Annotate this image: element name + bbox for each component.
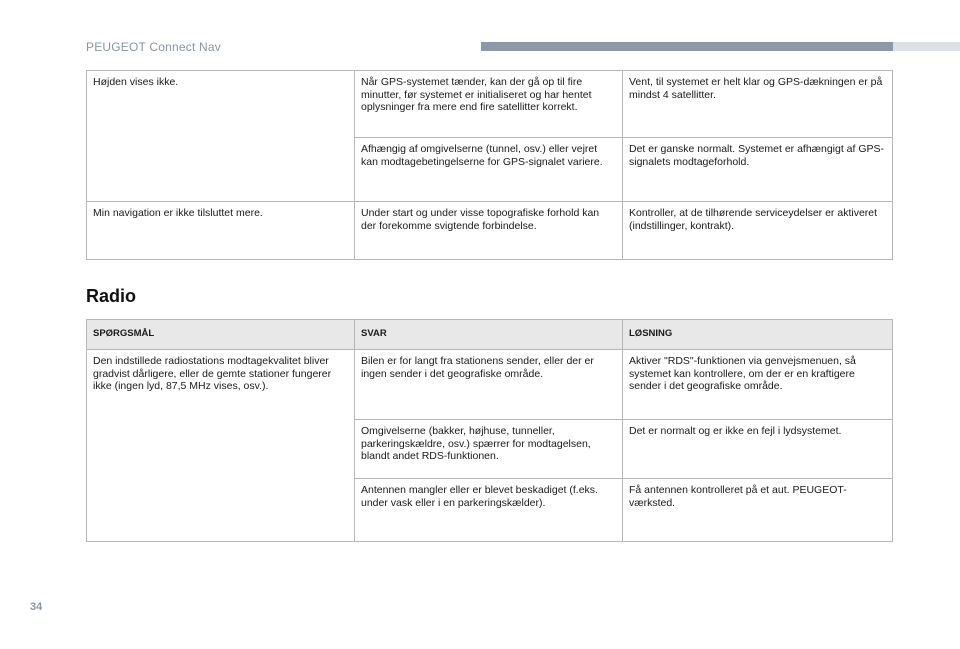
section-title-radio: Radio (86, 286, 137, 306)
column-header-question: SPØRGSMÅL (87, 320, 355, 350)
answer-cell: Antennen mangler eller er blevet beskadiget (f.eks. under vask eller i en parkeringskælder). (355, 479, 623, 542)
column-header-answer: SVAR (355, 320, 623, 350)
header-bar-accent (481, 42, 893, 51)
question-cell: Den indstillede radiostations modtagekvalitet bliver gradvist dårligere, eller de gemte stationer fungerer ikke (ingen lyd, 87,5 MHz vises, osv.). (87, 350, 355, 542)
running-header-title: PEUGEOT Connect Nav (86, 40, 221, 54)
answer-cell: Afhængig af omgivelserne (tunnel, osv.) eller vejret kan modtagebetingelserne for GPS-signalet variere. (355, 138, 623, 202)
solution-cell: Få antennen kontrolleret på et aut. PEUGEOT-værksted. (623, 479, 893, 542)
answer-cell: Bilen er for langt fra stationens sender, eller der er ingen sender i det geografiske område. (355, 350, 623, 420)
page-number: 34 (30, 601, 43, 613)
table-row (87, 71, 893, 138)
navigation-troubleshooting-table (86, 70, 893, 260)
answer-cell: Under start og under visse topografiske forhold kan der forekomme svigtende forbindelse. (355, 202, 623, 260)
answer-cell: Omgivelserne (bakker, højhuse, tunneller, parkeringskældre, osv.) spærrer for modtagelsen, blandt andet RDS-funktionen. (355, 420, 623, 479)
radio-troubleshooting-table (86, 319, 893, 542)
solution-cell: Kontroller, at de tilhørende serviceydelser er aktiveret (indstillinger, kontrakt). (623, 202, 893, 260)
solution-cell: Aktiver "RDS"-funktionen via genvejsmenuen, så systemet kan kontrollere, om der er en kraftigere sender i det geografiske område. (623, 350, 893, 420)
column-header-solution: LØSNING (623, 320, 893, 350)
question-cell: Min navigation er ikke tilsluttet mere. (87, 202, 355, 260)
table-header-row (87, 320, 893, 350)
table-row (87, 202, 893, 260)
answer-cell: Når GPS-systemet tænder, kan der gå op til fire minutter, før systemet er initialiseret og har hentet oplysninger fra mere end fire satellitter korrekt. (355, 71, 623, 138)
header-bar (481, 42, 960, 51)
table-row (87, 350, 893, 420)
question-cell: Højden vises ikke. (87, 71, 355, 202)
solution-cell: Det er normalt og er ikke en fejl i lydsystemet. (623, 420, 893, 479)
solution-cell: Det er ganske normalt. Systemet er afhængigt af GPS-signalets modtageforhold. (623, 138, 893, 202)
solution-cell: Vent, til systemet er helt klar og GPS-dækningen er på mindst 4 satellitter. (623, 71, 893, 138)
